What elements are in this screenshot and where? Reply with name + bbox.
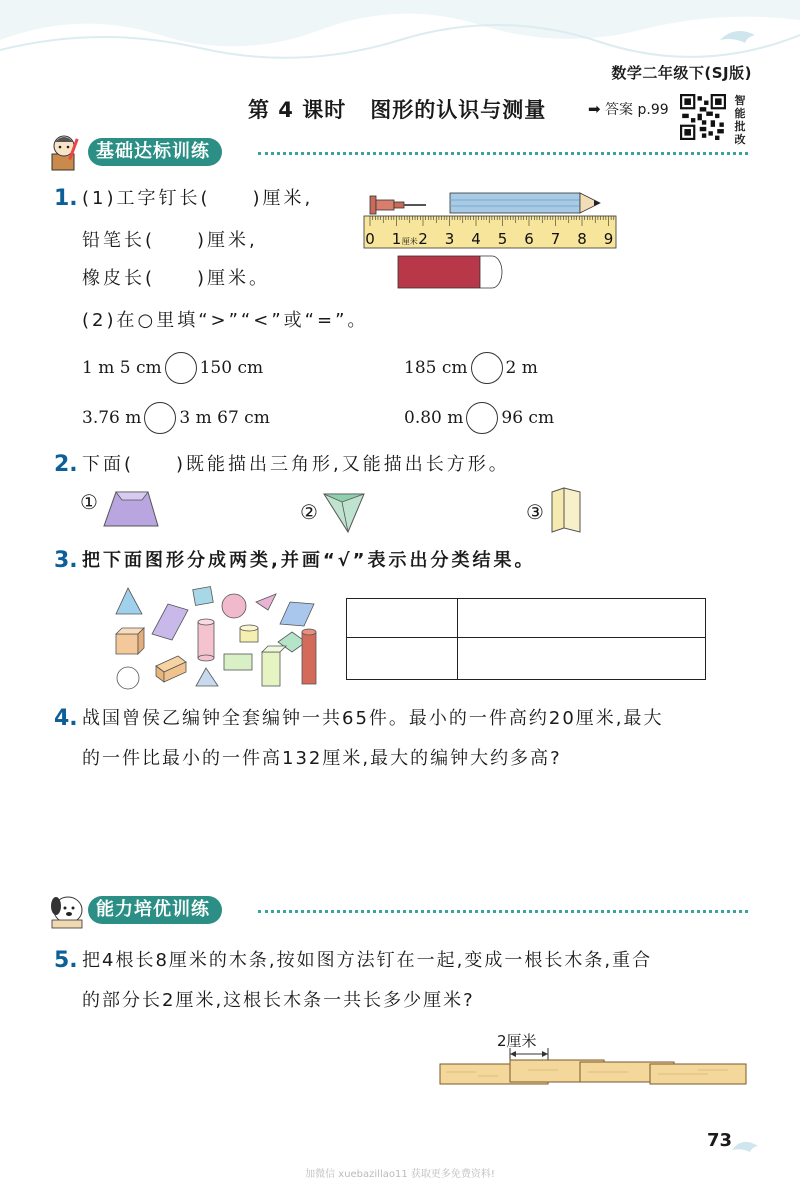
tall-cuboid-shape <box>262 646 286 686</box>
comparison-right: 96 cm <box>501 408 555 428</box>
student-mascot-icon <box>48 132 90 174</box>
option-label: ② <box>300 500 318 524</box>
overlap-label: 2厘米 <box>497 1032 537 1050</box>
ruler-tick-label: 5 <box>497 230 508 248</box>
eraser-icon <box>398 256 502 288</box>
thumbtack-icon <box>370 196 426 214</box>
pencil-icon <box>450 193 600 213</box>
comparison-right: 2 m <box>505 358 538 378</box>
ruler-icon <box>364 216 616 248</box>
ruler-tick-label: 8 <box>577 230 587 248</box>
option-3[interactable] <box>526 500 544 524</box>
comparison-right: 3 m 67 cm <box>179 408 270 428</box>
q1-line4: (2)在○里填“>”“<”或“=”。 <box>82 310 369 331</box>
parallelogram-shape <box>152 604 188 640</box>
option-label: ① <box>80 490 98 514</box>
section-banner-basic <box>48 132 748 172</box>
comparison-left: 185 cm <box>404 358 468 378</box>
q2-text: 下面( )既能描出三角形,又能描出长方形。 <box>82 454 510 475</box>
q5-line1: 把4根长8厘米的木条,按如图方法钉在一起,变成一根长木条,重合 <box>82 950 653 971</box>
ruler-tick-label: 9 <box>603 230 614 248</box>
answer-circle[interactable] <box>466 402 498 434</box>
answer-circle[interactable] <box>471 352 503 384</box>
q4-line2: 的一件比最小的一件高132厘米,最大的编钟大约多高? <box>82 748 562 769</box>
question-number-4: 4. <box>54 706 78 731</box>
q3-text: 把下面图形分成两类,并画“√”表示出分类结果。 <box>82 550 536 571</box>
option-1[interactable] <box>80 490 98 514</box>
question-number-5: 5. <box>54 948 78 973</box>
qr-text-char: 智 <box>734 94 746 107</box>
cylinder-shape <box>198 619 214 661</box>
section-banner-advanced <box>48 890 748 930</box>
watermark: 加微信 xuebazillao11 获取更多免费资料! <box>305 1169 495 1180</box>
lesson-heading <box>248 94 546 124</box>
comparison-right: 150 cm <box>199 358 264 378</box>
sphere-shape <box>222 594 246 618</box>
classification-table[interactable] <box>346 598 706 680</box>
question-number-1: 1. <box>54 186 78 211</box>
section-title-advanced: 能力培优训练 <box>88 896 222 924</box>
answer-page-link: 答案 p.99 <box>605 102 669 118</box>
answer-reference[interactable] <box>588 99 669 119</box>
short-cylinder-shape <box>240 625 258 642</box>
answer-circle[interactable] <box>144 402 176 434</box>
dolphin-icon <box>720 31 755 43</box>
qr-text-char: 改 <box>734 133 746 146</box>
ruler-tick-label: 0 <box>365 230 375 248</box>
table-divider-horizontal <box>347 637 705 638</box>
comparison-left: 0.80 m <box>404 408 464 428</box>
parallelogram-shape-2 <box>280 602 314 626</box>
arrow-right-icon: ➡ <box>588 100 601 118</box>
q1-line3: 橡皮长( )厘米。 <box>82 268 271 289</box>
ruler-figure <box>360 186 622 292</box>
comparison-2 <box>404 352 538 384</box>
qr-text-char: 批 <box>734 120 746 133</box>
cube-shape <box>116 628 144 654</box>
trapezoid-prism-icon <box>102 488 160 528</box>
question-number-2: 2. <box>54 452 78 477</box>
comparison-4 <box>404 402 554 434</box>
ruler-tick-label: 3 <box>444 230 455 248</box>
ruler-tick-label: 4 <box>471 230 481 248</box>
ruler-unit-label: 厘米 <box>401 237 418 246</box>
lesson-title: 图形的认识与测量 <box>370 98 547 122</box>
section-divider <box>258 152 748 155</box>
comparison-left: 1 m 5 cm <box>82 358 162 378</box>
dog-mascot-icon <box>48 890 90 932</box>
folded-card-icon <box>550 486 582 534</box>
triangular-prism-shape <box>196 668 218 686</box>
shapes-collection <box>108 584 334 694</box>
q5-line2: 的部分长2厘米,这根长木条一共长多少厘米? <box>82 990 475 1011</box>
rectangle-shape <box>224 654 252 670</box>
triangular-pyramid-icon <box>322 490 366 534</box>
section-divider <box>258 910 748 913</box>
table-divider-vertical <box>457 599 458 679</box>
square-shape <box>193 587 214 606</box>
ruler-tick-label: 7 <box>550 230 561 248</box>
section-title-basic: 基础达标训练 <box>88 138 222 166</box>
ruler-tick-label: 1 <box>391 230 402 248</box>
cuboid-shape <box>156 656 186 682</box>
option-2[interactable] <box>300 500 318 524</box>
wooden-strips-figure <box>438 1046 748 1086</box>
circle-shape <box>117 667 139 689</box>
tall-cylinder-shape <box>302 629 316 684</box>
comparison-1 <box>82 352 263 384</box>
ruler-tick-label: 2 <box>418 230 428 248</box>
q1-line1: (1)工字钉长( )厘米, <box>82 188 314 209</box>
triangle-shape-2 <box>256 594 276 610</box>
lesson-number: 第 4 课时 <box>248 98 347 122</box>
qr-text-char: 能 <box>734 107 746 120</box>
comparison-3 <box>82 402 270 434</box>
book-title: 数学二年级下(SJ版) <box>611 64 752 82</box>
question-number-3: 3. <box>54 548 78 573</box>
q4-line1: 战国曾侯乙编钟全套编钟一共65件。最小的一件高约20厘米,最大 <box>82 708 664 729</box>
page-number: 73 <box>706 1130 732 1151</box>
header-wave-decoration <box>0 0 800 70</box>
triangle-shape <box>116 588 142 614</box>
dolphin-icon <box>730 1136 760 1156</box>
comparison-left: 3.76 m <box>82 408 142 428</box>
option-label: ③ <box>526 500 544 524</box>
q1-line2: 铅笔长( )厘米, <box>82 230 258 251</box>
answer-circle[interactable] <box>165 352 197 384</box>
ruler-tick-label: 6 <box>524 230 534 248</box>
